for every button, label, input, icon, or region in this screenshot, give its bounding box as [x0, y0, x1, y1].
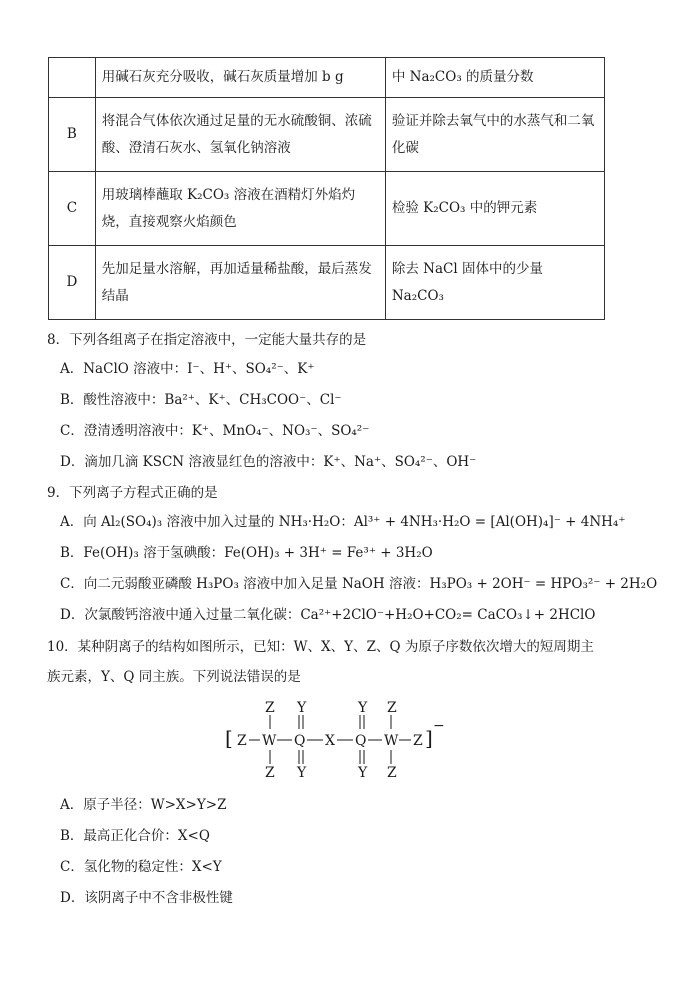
row-label	[49, 58, 96, 98]
chain-atom: X	[325, 733, 335, 749]
row-purpose: 除去 NaCl 固体中的少量 Na₂CO₃	[385, 246, 604, 320]
chain-atom: W	[262, 733, 277, 749]
question-9-stem: 9．下列离子方程式正确的是	[47, 485, 218, 501]
chain-atom: W	[384, 733, 399, 749]
options-table	[48, 57, 605, 320]
question-8-option-c: C．澄清透明溶液中：K⁺、MnO₄⁻、NO₃⁻、SO₄²⁻	[60, 423, 370, 439]
question-8-option-a: A．NaClO 溶液中：I⁻、H⁺、SO₄²⁻、K⁺	[60, 361, 315, 377]
question-9-option-c: C．向二元弱酸亚磷酸 H₃PO₃ 溶液中加入足量 NaOH 溶液：H₃PO₃ + 2OH⁻ = HPO₃²⁻ + 2H₂O	[60, 576, 658, 592]
row-operation: 用碱石灰充分吸收，碱石灰质量增加 b g	[95, 58, 385, 98]
table-row	[49, 58, 605, 98]
top-atom: Z	[265, 700, 275, 716]
row-label: B	[49, 98, 96, 172]
right-bracket: ]	[425, 726, 433, 750]
bottom-atom: Z	[265, 765, 275, 780]
row-purpose: 检验 K₂CO₃ 中的钾元素	[385, 172, 604, 246]
question-9-option-d: D．次氯酸钙溶液中通入过量二氧化碳：Ca²⁺+2ClO⁻+H₂O+CO₂= CaCO₃↓+ 2HClO	[60, 607, 596, 623]
chain-atom: Z	[237, 733, 247, 749]
question-9-option-a: A．向 Al₂(SO₄)₃ 溶液中加入过量的 NH₃·H₂O：Al³⁺ + 4NH₃·H₂O = [Al(OH)₄]⁻ + 4NH₄⁺	[60, 514, 626, 530]
row-operation: 将混合气体依次通过足量的无水硫酸铜、浓硫酸、澄清石灰水、氢氧化钠溶液	[95, 98, 385, 172]
top-atom: Y	[358, 700, 368, 716]
anion-structure-diagram	[225, 700, 455, 780]
bottom-atom: Z	[387, 765, 397, 780]
chain-atom: Q	[355, 733, 367, 749]
bottom-atom: Y	[358, 765, 368, 780]
row-operation: 用玻璃棒蘸取 K₂CO₃ 溶液在酒精灯外焰灼烧，直接观察火焰颜色	[95, 172, 385, 246]
question-8-stem: 8．下列各组离子在指定溶液中，一定能大量共存的是	[47, 332, 367, 348]
question-10-option-b: B．最高正化合价：X<Q	[60, 828, 210, 844]
question-10-option-a: A．原子半径：W>X>Y>Z	[60, 797, 227, 813]
question-10-option-c: C．氢化物的稳定性：X<Y	[60, 859, 222, 875]
left-bracket: [	[225, 726, 233, 750]
top-atom: Z	[387, 700, 397, 716]
row-label: C	[49, 172, 96, 246]
chain-atom: Q	[294, 733, 306, 749]
table-row	[49, 246, 605, 320]
row-operation: 先加足量水溶解，再加适量稀盐酸，最后蒸发结晶	[95, 246, 385, 320]
row-purpose: 中 Na₂CO₃ 的质量分数	[385, 58, 604, 98]
bottom-atom: Y	[297, 765, 307, 780]
question-10-stem: 10．某种阴离子的结构如图所示，已知：W、X、Y、Z、Q 为原子序数依次增大的短周期主族元素，Y、Q 同主族。下列说法错误的是	[47, 639, 594, 685]
table-row	[49, 172, 605, 246]
question-10-option-d: D．该阴离子中不含非极性键	[60, 890, 233, 906]
question-8-option-d: D．滴加几滴 KSCN 溶液显红色的溶液中：K⁺、Na⁺、SO₄²⁻、OH⁻	[60, 454, 477, 470]
top-atom: Y	[297, 700, 307, 716]
question-9-option-b: B．Fe(OH)₃ 溶于氢碘酸：Fe(OH)₃ + 3H⁺ = Fe³⁺ + 3H₂O	[60, 545, 433, 561]
chain-atom: Z	[413, 733, 423, 749]
row-label: D	[49, 246, 96, 320]
table-row	[49, 98, 605, 172]
row-purpose: 验证并除去氧气中的水蒸气和二氧化碳	[385, 98, 604, 172]
question-8-option-b: B．酸性溶液中：Ba²⁺、K⁺、CH₃COO⁻、Cl⁻	[60, 392, 342, 408]
charge-sign: −	[433, 718, 445, 734]
